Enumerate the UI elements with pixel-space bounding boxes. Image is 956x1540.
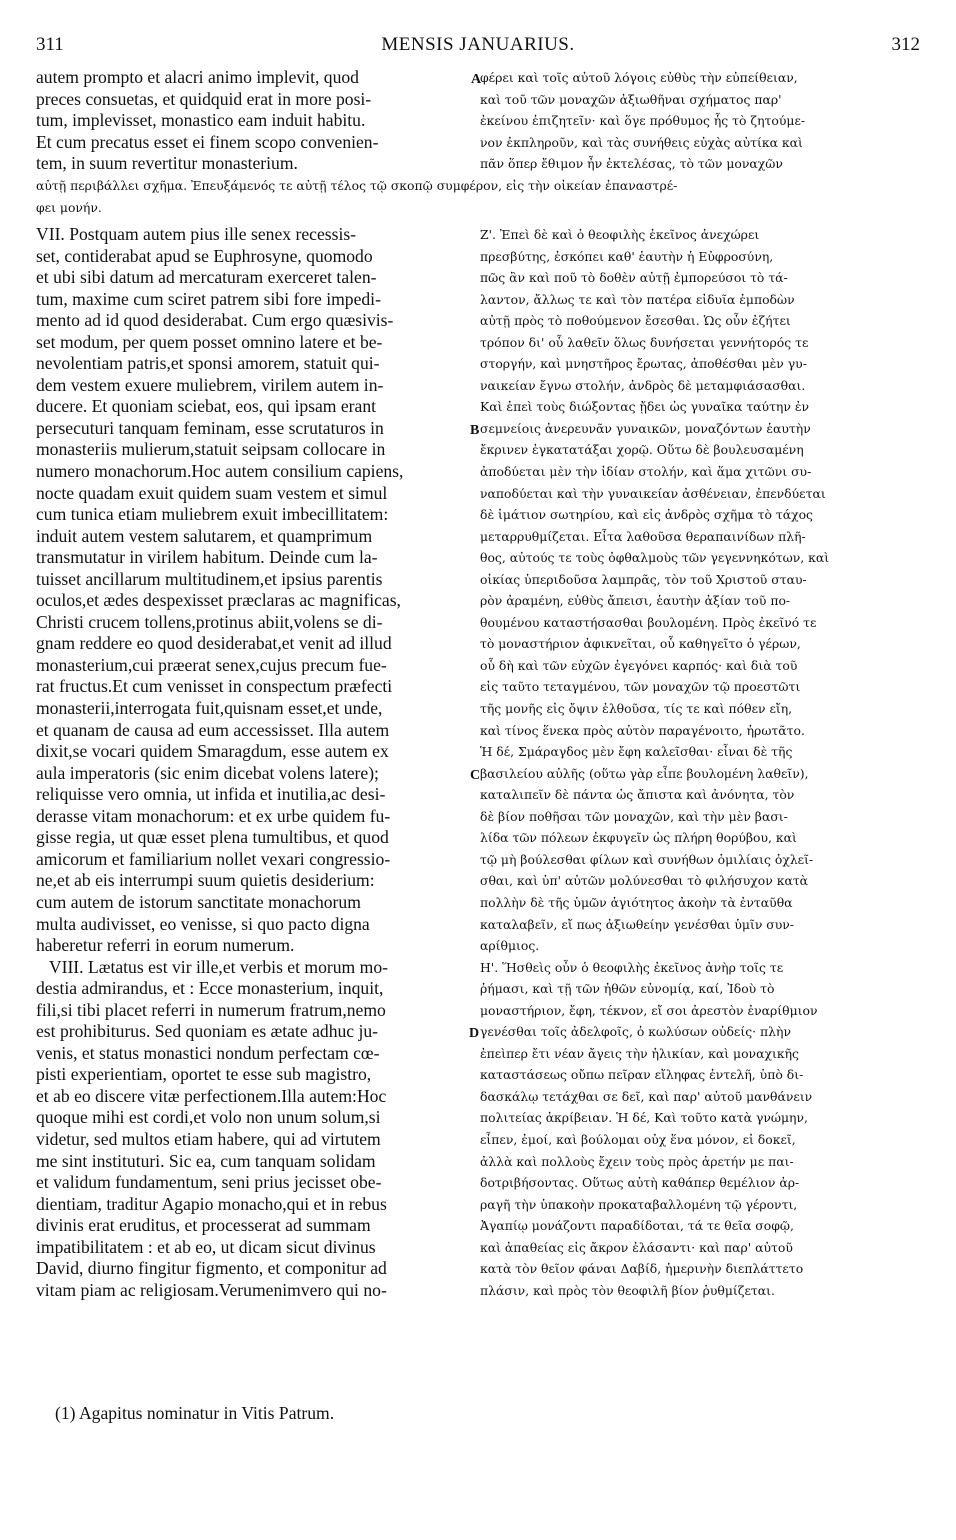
margin-marker-d: D — [469, 1026, 480, 1041]
footnote: (1) Agapitus nominatur in Vitis Patrum. — [55, 1403, 335, 1423]
page-number-left: 311 — [36, 34, 64, 55]
margin-marker-c: C — [470, 768, 481, 783]
margin-marker-a: A — [471, 72, 482, 87]
greek-full-width-line: αὐτῇ περιβάλλει σχῆμα. Ἐπευξάμενός τε αὐτῇ τέλος τῷ σκοπῷ συμφέρον, εἰς τὴν οἰκείαν ἐπαναστρέ- φει μονήν. — [36, 178, 678, 215]
page-header — [36, 34, 920, 60]
greek-column-top: φέρει καὶ τοῖς αὐτοῦ λόγοις εὐθὺς τὴν εὐπείθειαν, καὶ τοῦ τῶν μοναχῶν ἀξιωθῆναι σχήματος παρ' ἐκείνου ἐπιζητεῖν· καὶ ὅγε πρόθυμος ἧς τὸ ζητούμε- νον ἐκπληροῦν, καὶ τὰς συνήθεις εὐχὰς αὐτίκα καὶ πᾶν ὅπερ ἔθιμον ἦν ἐκτελέσας, τὸ τῶν μοναχῶν — [480, 70, 806, 172]
greek-column-main: Ζ'. Ἐπεὶ δὲ καὶ ὁ θεοφιλὴς ἐκεῖνος ἀνεχώρει πρεσβύτης, ἐσκόπει καθ' ἑαυτὴν ἡ Εὐφροσύνη, πῶς ἂν καὶ ποῦ τὸ δοθὲν αὐτῇ ἐμπορεύσοι τὸ τά- λαντον, ἄλλως τε καὶ τὸν πατέρα εἰδυῖα ἐμποδὼν αὐτῇ πρὸς τὸ ποθούμενον ἔσεσθαι. Ὡς οὖν ἐζήτει τρόπον δι' οὗ λαθεῖν ὅλως δυνήσεται γεννήτορός τε στοργήν, καὶ μνηστῆρος ἔρωτας, ἀποθέσθαι μὲν γυ- ναικείαν ἔγνω στολήν, ἀνδρὸς δὲ μεταμφιάσασθαι. Καὶ ἐπεὶ τοὺς διώξοντας ᾔδει ὡς γυναῖκα ταύτην ἐν σεμνείοις ἀνερευνᾶν γυναικῶν, μοναζόντων ἑαυτὴν ἔκρινεν ἐγκατατάξαι χορῷ. Οὕτω δὲ βουλευσαμένη ἀποδύεται μὲν τὴν ἰδίαν στολήν, καὶ ἅμα χιτῶνι συ- ναποδύεται καὶ τὴν γυναικείαν ἀσθένειαν, ἐπενδύεται δὲ ἱμάτιον σωτηρίου, καὶ εἰς ἀνδρὸς σχῆμα τὸ τάχος μεταρρυθμίζεται. Εἶτα λαθοῦσα θεραπαινίδων πλῆ- θος, αὐτούς τε τοὺς ὀφθαλμοὺς τῶν γεγεννηκότων, καὶ οἰκίας ὑπεριδοῦσα λαμπρᾶς, τὸν τοῦ Χριστοῦ σταυ- ρὸν ἀραμένη, εὐθὺς ἄπεισι, ἑαυτὴν ἀξίαν τοῦ πο- θουμένου καταστήσασθαι βουλομένη. Πρὸς ἐκεῖνό τε τὸ μοναστήριον ἀφικνεῖται, οὗ καθηγεῖτο ὁ γέρων, οὗ δὴ καὶ τῶν εὐχῶν ἐγεγόνει καρπός· καὶ διὰ τοῦ εἰς ταῦτο τεταγμένου, τῶν μοναχῶν τῷ προεστῶτι τῆς μονῆς εἰς ὄψιν ἐλθοῦσα, τίς τε καὶ πόθεν εἴη, καὶ τίνος ἕνεκα πρὸς αὐτὸν παραγένοιτο, ἠρωτᾶτο. Ἡ δέ, Σμάραγδος μὲν ἔφη καλεῖσθαι· εἶναι δὲ τῆς βασιλείου αὐλῆς (οὕτω γὰρ εἶπε βουλομένη λαθεῖν), καταλιπεῖν δὲ πάντα ὡς ἄπιστα καὶ ἀνόνητα, τὸν δὲ βίον ποθῆσαι τῶν μοναχῶν, καὶ τὴν μὲν βασι- λίδα τῶν πόλεων ἐκφυγεῖν ὡς πλήρη θορύβου, καὶ τῷ μὴ βούλεσθαι φίλων καὶ συνήθων ὁμιλίαις ὀχλεῖ- σθαι, καὶ ὑπ' αὐτῶν μολύνεσθαι τὸ φιλήσυχον κατὰ πολλὴν δὲ τῆς ὑμῶν ἁγιότητος ἀκοὴν τὰ ἐνταῦθα καταλαβεῖν, εἴ πως ἀξιωθείην γενέσθαι ὑμῖν συν- αρίθμιος. Η'. Ἥσθεὶς οὖν ὁ θεοφιλὴς ἐκεῖνος ἀνὴρ τοῖς τε ῥήμασι, καὶ τῇ τῶν ἠθῶν εὐνομίᾳ, καί, Ἰδοὺ τὸ μοναστήριον, ἔφη, τέκνον, εἴ σοι ἀρεστὸν ἐναρίθμιον γενέσθαι τοῖς ἀδελφοῖς, ὁ κωλύσων οὐδείς· πλὴν ἐπεὶπερ ἔτι νέαν ἄγεις τὴν ἡλικίαν, καὶ μοναχικῆς καταστάσεως οὔπω πεῖραν εἴληφας ἐντελῆ, ὑπὸ δι- δασκάλῳ τετάχθαι σε δεῖ, καὶ παρ' αὐτοῦ μανθάνειν πολιτείας ἀκρίβειαν. Ἡ δέ, Καὶ τοῦτο κατὰ γνώμην, εἶπεν, ἐμοί, καὶ βούλομαι οὐχ ἕνα μόνον, εἰ δοκεῖ, ἀλλὰ καὶ πολλοὺς ἔχειν τοὺς πρὸς ἀρετήν με παι- δοτριβήσοντας. Οὕτως αὐτὴ καθάπερ θεμέλιον ἀρ- ραγῆ τὴν ὑπακοὴν προκαταβαλλομένη τῷ γέροντι, Ἀγαπίῳ μονάζοντι παραδίδοται, τά τε θεῖα σοφῷ, καὶ ἀπαθείας εἰς ἄκρον ἐλάσαντι· καὶ παρ' αὐτοῦ κατὰ τὸν θεῖον φάναι Δαβίδ, ἡμερινὴν διεπλάττετο πλάσιν, καὶ πρὸς τὸν θεοφιλῆ βίον ῥυθμίζεται. — [480, 227, 830, 1298]
latin-column-main: VII. Postquam autem pius ille senex recessis- set, contiderabat apud se Euphrosyne, quomodo et ubi sibi datum ad mercaturam exerceret talen- tum, maxime cum sciret patrem sibi fore impedi- mento ad id quod desiderabat. Cum ergo quæsivis- set modum, per quem posset omnino latere et be- nevolentiam patris,et sponsi amorem, statuit qui- dem vestem exuere muliebrem, virilem autem in- ducere. Et quoniam sciebat, eos, qui ipsam erant persecuturi tanquam feminam, esse scrutaturos in monasteriis mulierum,statuit seipsam collocare in numero monachorum.Hoc autem consilium capiens, nocte quadam exuit quidem suam vestem et simul cum tunica etiam muliebrem exuit imbecillitatem: induit autem vestem salutarem, et quamprimum transmutatur in virilem habitum. Deinde cum la- tuisset ancillarum multitudinem,et ipsius parentis oculos,et ædes despexisset præclaras ac magnificas, Christi crucem tollens,protinus abiit,volens se di- gnam reddere eo quod desiderabat,et venit ad illud monasterium,cui præerat senex,cujus precum fue- rat fructus.Et cum venisset in conspectum præfecti monasterii,interrogata fuit,quisnam esset,et unde, et quanam de causa ad eum accessisset. Illa autem dixit,se vocari quidem Smaragdum, esse autem ex aula imperatoris (sic enim dicebat volens latere); reliquisse vero omnia, ut infida et inutilia,ac desi- derasse vitam monachorum: et ex urbe quidem fu- gisse regia, ut quæ esset plena tumultibus, et quod amicorum et familiarium nollet vexari congressio- ne,et ab eis interrumpi suum quietis desiderium: cum autem de istorum sanctitate monachorum multa audivisset, eo venisse, si quo pacto digna haberetur referri in eorum numerum. VIII. Lætatus est vir ille,et verbis et morum mo- destia admirandus, et : Ecce monasterium, inquit, fili,si tibi placet referri in numerum fratrum,nemo est prohibiturus. Sed quoniam es ætate adhuc ju- venis, et status monastici nondum perfectam cœ- pisti experientiam, oportet te esse sub magistro, et ab eo discere vitæ perfectionem.Illa autem:Hoc quoque mihi est cordi,et volo non unum solum,si videtur, sed multos etiam habere, qui ad virtutem me sint instituturi. Sic ea, cum tanquam solidam et validum fundamentum, seni prius jecisset obe- dientiam, traditur Agapio monacho,qui et in rebus divinis erat eruditus, et processerat ad summam impatibilitatem : et ab eo, ut dicam sicut divinus David, diurno fingitur figmento, et componitur ad vitam piam ac religiosam.Verumenimvero qui no- — [36, 224, 404, 1300]
latin-column-top: autem prompto et alacri animo implevit, quod preces consuetas, et quidquid erat in more posi- tum, implevisset, monastico eam induit habitu. Et cum precatus esset ei finem scopo convenien- tem, in suum revertitur monasterium. — [36, 67, 379, 174]
page-number-right: 312 — [891, 34, 920, 55]
margin-marker-b: B — [470, 423, 480, 438]
running-title: MENSIS JANUARIUS. — [381, 34, 575, 55]
